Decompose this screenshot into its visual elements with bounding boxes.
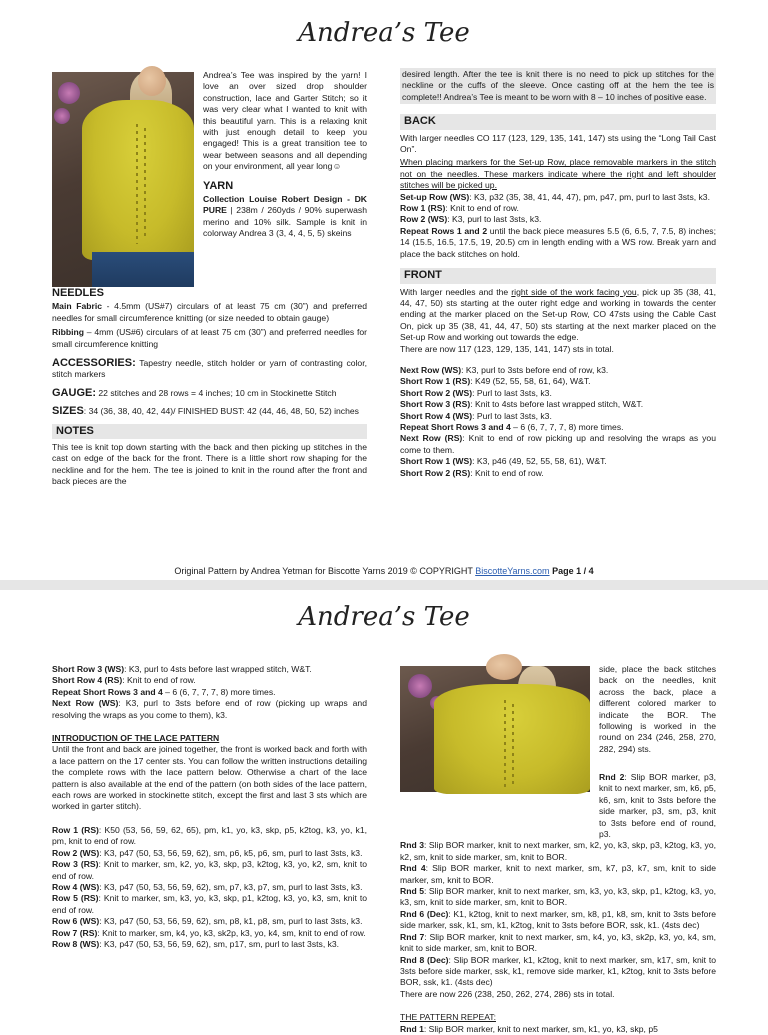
lace-rows: [52, 825, 367, 950]
front-row-text: : Knit to 4sts before last wrapped stitch, W&T.: [470, 399, 644, 410]
page-1-title: Andrea’s Tee: [298, 18, 470, 48]
rnd-text: : Slip BOR marker, knit to next marker, sm, k4, yo, k3, sk2p, k3, yo, k4, sm, knit to side marker, sm, knit to BOR.: [400, 931, 716, 954]
rnd-label: Rnd 7: [400, 931, 425, 942]
needles-main-label: Main Fabric: [52, 301, 103, 312]
notes-text: This tee is knit top down starting with the back and then picking up stitches in the cast on edge of the back for the front. There is a little short row shaping for the neckline and for the hem. The tee is joined to knit in the round after the front and back pieces are the: [52, 442, 367, 487]
lace-row-text: : Knit to marker, sm, k3, yo, k3, skp, p1, k2tog, k3, yo, k3, sm, knit to end of row.: [52, 893, 368, 915]
front-rows: [400, 365, 716, 479]
rnd-text: : Slip BOR marker, knit to next marker, sm, k2, yo, k3, skp, p3, k2tog, k3, yo, k2, sm, knit to side marker, sm, knit to BOR.: [400, 840, 716, 862]
repeat-rnd-label: Rnd 1: [400, 1023, 424, 1034]
rnd-label: Rnd 5: [400, 886, 425, 897]
rnd-text: : Slip BOR marker, k1, k2tog, knit to next marker, sm, k17, sm, knit to 3sts before side marker, ssk, k1, remove side marker, k1, k2tog, knit to 3sts before BOR, ssk, k1. (4sts dec): [400, 954, 717, 988]
rnd-text: : K1, k2tog, knit to next marker, sm, k8, p1, k8, sm, knit to 3sts before side marker, ssk, k1, sm, k1, k2tog, knit to 3sts before BOR, ssk, k1. (4sts dec): [400, 908, 717, 931]
notes-continued: desired length. After the tee is knit there is no need to pick up stitches for the neckline or the cuffs of the sleeve. Once casting off at the hem the tee is complete!! Andrea’s Tee is meant to be worn with 8 – 10 inches of positive ease.: [400, 68, 716, 104]
page-2: [0, 590, 768, 1034]
left-short-rows: [52, 664, 367, 721]
rnd-text: : Slip BOR marker, knit to next marker, sm, k7, p3, k7, sm, knit to side marker, sm, knit to BOR.: [400, 863, 716, 885]
lace-intro: Until the front and back are joined together, the front is worked back and forth with a lace pattern on the 17 center sts. You can follow the written instructions detailing the complete rows with the lace pattern below. Otherwise a chart of the lace pattern is also available at the end of the pattern (on both sides of the lace pattern, each rows are worked in stockinette stitch, except the first and last 3 sts which are worked in garter stitch).: [52, 744, 367, 812]
front-row-label: Short Row 3 (RS): [400, 399, 471, 410]
page-footer: [0, 566, 768, 576]
page-separator: [0, 580, 768, 590]
back-row-text: : K3, purl to last 3sts, k3.: [447, 214, 542, 225]
front-p1-b: , pick up 35 (38, 41, 44, 47, 50) sts starting at the outer right edge and working in towards the center ending at the marker placed on the Set-up Row, CO 47sts using the Cable Cast On, pick up 35 (38, 41, 44, 47, 50) sts starting at the next marker placed on the Set-up Row and working out towards the edge.: [400, 286, 716, 343]
back-row-label: Row 1 (RS): [400, 203, 446, 214]
rnd-label: Rnd 4: [400, 863, 426, 874]
back-heading: BACK: [400, 114, 716, 129]
front-heading: FRONT: [400, 268, 716, 283]
rnd-text: : Slip BOR marker, p3, knit to next marker, sm, k6, p5, k6, sm, knit to 3sts before the side marker, p3, sm, p3, knit to 3sts before end of round, p3.: [599, 772, 717, 840]
lace-row-text: : Knit to marker, sm, k2, yo, k3, skp, p3, k2tog, k3, yo, k2, sm, knit to end of row.: [52, 859, 368, 881]
yarn-name: Collection Louise Robert Design - DK PURE: [203, 194, 367, 216]
back-p2: When placing markers for the Set-up Row, place removable markers in the stitch not on the needles. These markers indicate where the right and left shoulder stitches will be picked up.: [400, 157, 716, 191]
repeat-rnd-text: : Slip BOR marker, knit to next marker, sm, k1, yo, k3, skp, p5: [423, 1023, 658, 1034]
join-text: side, place the back stitches back on the needles, knit across the back, place a different colored marker to indicate the BOR. The following is worked in the round on 234 (246, 258, 270, 282, 294) sts.: [599, 664, 716, 754]
rnd-label: Rnd 2: [599, 772, 625, 782]
front-p1-a: With larger needles and the: [400, 286, 512, 297]
rnd-text: : Slip BOR marker, knit to next marker, sm, k3, yo, k3, skp, p1, k2tog, k3, yo, k3, sm, knit to side marker, sm, knit to BOR.: [400, 886, 716, 908]
round-rows: [400, 772, 716, 989]
lace-row-text: : K50 (53, 56, 59, 62, 65), pm, k1, yo, k3, skp, p5, k2tog, k3, yo, k1, pm, knit to end of row.: [52, 824, 367, 847]
lace-row-text: : K3, p47 (50, 53, 56, 59, 62), sm, p6, k5, p6, sm, purl to last 3sts, k3.: [99, 847, 363, 858]
sizes-text: : 34 (36, 38, 40, 42, 44)/ FINISHED BUST: 42 (44, 46, 48, 50, 52) inches: [83, 406, 359, 417]
lace-heading: INTRODUCTION OF THE LACE PATTERN: [52, 733, 220, 744]
page-number: Page 1 / 4: [549, 566, 594, 576]
lace-row-text: : K3, p47 (50, 53, 56, 59, 62), sm, p7, k3, p7, sm, purl to last 3sts, k3.: [99, 881, 363, 892]
front-row-text: : K3, p46 (49, 52, 55, 58, 61), W&T.: [472, 456, 607, 467]
front-p2: There are now 117 (123, 129, 135, 141, 147) sts in total.: [400, 343, 614, 354]
back-row-text: : Knit to end of row.: [445, 203, 519, 214]
front-row-text: : Purl to last 3sts, k3.: [472, 387, 552, 398]
row-label: Short Row 3 (WS): [52, 664, 125, 674]
lace-row-label: Row 4 (WS): [52, 881, 100, 892]
lace-row-label: Row 1 (RS): [52, 824, 99, 835]
model-photo-1: [52, 72, 194, 287]
intro-text: Andrea’s Tee was inspired by the yarn! I love an over sized drop shoulder construction, lace and Garter Stitch; so it was very clear what I wanted to knit with this beautiful yarn. This is a relaxing knit with just enough detail to keep you engaged! This is a great transition tee to wear between seasons and all depending on your environment, all year long☺: [203, 70, 367, 172]
page-2-title: Andrea’s Tee: [298, 602, 470, 632]
lace-row-label: Row 3 (RS): [52, 859, 99, 870]
front-row-text: : K3, purl to 3sts before end of row, k3.: [461, 364, 609, 375]
row-label: Repeat Short Rows 3 and 4: [52, 686, 163, 697]
row-text: : K3, purl to 3sts before end of row (picking up wraps and resolving the wraps as you come to them), k3.: [52, 698, 367, 720]
rnd-label: Rnd 3: [400, 840, 425, 851]
front-row-label: Short Row 2 (RS): [400, 467, 471, 478]
front-row-text: : Purl to last 3sts, k3.: [472, 410, 552, 421]
lace-row-label: Row 5 (RS): [52, 893, 99, 904]
gauge-heading: GAUGE:: [52, 386, 96, 399]
lace-row-label: Row 6 (WS): [52, 916, 100, 927]
back-row-text: until the back piece measures 5.5 (6, 6.5, 7, 7.5, 8) inches; 14 (15.5, 16.5, 17.5, 19, 20.5) cm in length ending with a WS row. Break yarn and place the back stitches on hold.: [400, 225, 716, 259]
front-row-label: Next Row (WS): [400, 364, 462, 375]
lace-row-label: Row 2 (WS): [52, 847, 100, 858]
sizes-heading: SIZES: [52, 405, 84, 418]
needles-main-text: - 4.5mm (US#7) circulars of at least 75 cm (30”) and preferred needles for small circumference knitting (or size needed to obtain gauge): [52, 301, 367, 323]
gauge-text: 22 stitches and 28 rows = 4 inches; 10 cm in Stockinette Stitch: [96, 387, 337, 398]
lace-row-text: : K3, p47 (50, 53, 56, 59, 62), sm, p17, sm, purl to last 3sts, k3.: [99, 938, 340, 949]
row-text: : K3, purl to 4sts before last wrapped stitch, W&T.: [124, 664, 312, 674]
repeat-heading: THE PATTERN REPEAT:: [400, 1012, 496, 1023]
footer-link[interactable]: BiscotteYarns.com: [475, 566, 550, 576]
rnd-label: Rnd 6 (Dec): [400, 908, 449, 919]
front-row-text: : Knit to end of row picking up and resolving the wraps as you come to them.: [400, 433, 716, 455]
row-label: Next Row (WS): [52, 698, 119, 709]
notes-heading: NOTES: [52, 424, 367, 439]
front-row-label: Short Row 1 (WS): [400, 456, 473, 467]
front-row-label: Short Row 2 (WS): [400, 387, 473, 398]
yarn-heading: YARN: [203, 179, 234, 192]
front-row-text: – 6 (6, 7, 7, 7, 8) more times.: [510, 421, 624, 432]
yarn-details: | 238m / 260yds / 90% superwash merino and 10% silk. Sample is knit in colorway Andrea 3 (3, 4, 4, 5, 5) skeins: [203, 205, 367, 239]
back-p1: With larger needles CO 117 (123, 129, 135, 141, 147) sts using the “Long Tail Cast On”.: [400, 132, 716, 155]
lace-row-text: : K3, p47 (50, 53, 56, 59, 62), sm, p8, k1, p8, sm, purl to last 3sts, k3.: [99, 916, 363, 927]
front-row-label: Short Row 4 (WS): [400, 410, 473, 421]
front-row-label: Short Row 1 (RS): [400, 376, 471, 387]
rnd-label: Rnd 8 (Dec): [400, 954, 449, 965]
round-total: There are now 226 (238, 250, 262, 274, 286) sts in total.: [400, 988, 615, 999]
lace-row-label: Row 8 (WS): [52, 938, 100, 949]
front-row-text: : K49 (52, 55, 58, 61, 64), W&T.: [470, 376, 591, 387]
front-row-text: : Knit to end of row.: [470, 467, 544, 478]
accessories-text: Tapestry needle, stitch holder or yarn of contrasting color, stitch markers: [52, 358, 367, 380]
back-row-label: Row 2 (WS): [400, 214, 448, 225]
lace-row-text: : Knit to marker, sm, k4, yo, k3, sk2p, k3, yo, k4, sm, knit to end of row.: [97, 927, 366, 938]
back-row-text: : K3, p32 (35, 38, 41, 44, 47), pm, p47, pm, purl to last 3sts, k3.: [469, 191, 710, 202]
needles-heading: NEEDLES: [52, 287, 104, 299]
row-text: : Knit to end of row.: [122, 675, 196, 686]
back-row-label: Repeat Rows 1 and 2: [400, 225, 488, 236]
row-label: Short Row 4 (RS): [52, 675, 123, 686]
front-row-label: Repeat Short Rows 3 and 4: [400, 421, 511, 432]
footer-text: Original Pattern by Andrea Yetman for Biscotte Yarns 2019 © COPYRIGHT: [174, 566, 476, 576]
needles-rib-label: Ribbing: [52, 327, 84, 338]
front-p1-underlined: right side of the work facing you: [511, 286, 637, 297]
row-text: – 6 (6, 7, 7, 7, 8) more times.: [162, 686, 276, 697]
lace-row-label: Row 7 (RS): [52, 927, 98, 938]
back-rows: [400, 192, 716, 260]
needles-rib-text: – 4mm (US#6) circulars of at least 75 cm (30”) and preferred needles for small circumference knitting: [52, 327, 367, 349]
front-row-label: Next Row (RS): [400, 433, 463, 444]
back-row-label: Set-up Row (WS): [400, 191, 470, 202]
accessories-heading: ACCESSORIES:: [52, 357, 136, 370]
